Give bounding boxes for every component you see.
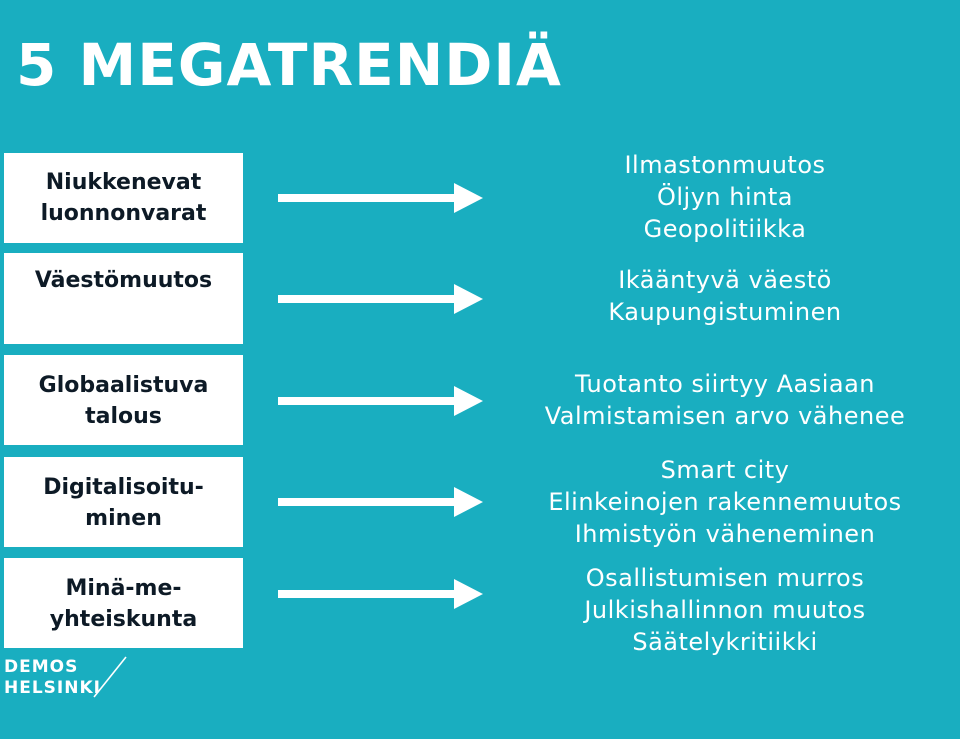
effect-item: Säätelykritiikki [632,628,818,656]
effect-item: Julkishallinnon muutos [584,596,866,624]
effects-list-population [510,264,940,328]
logo-slash-icon [90,655,130,699]
effect-item: Geopolitiikka [643,215,807,243]
trend-label: Minä-me- yhteiskunta [49,576,198,632]
right-arrow-icon [278,183,483,213]
trend-label: Niukkenevat luonnonvarat [40,170,207,226]
right-arrow-icon [278,386,483,416]
effect-item: Osallistumisen murros [585,564,865,592]
effect-item: Ikääntyvä väestö [618,266,832,294]
logo-text: HELSINKI [4,678,101,698]
trend-box-digitalisation [4,457,243,547]
trend-label: Digitalisoitu- minen [43,475,204,531]
trend-box-society [4,558,243,648]
effects-list-resources [510,149,940,245]
right-arrow-icon [278,284,483,314]
trend-box-resources [4,153,243,243]
effect-item: Elinkeinojen rakennemuutos [548,488,902,516]
trend-label: Väestömuutos [34,268,213,293]
page-title: 5 MEGATRENDIÄ [16,31,562,99]
effects-list-economy [510,368,940,432]
effect-item: Öljyn hinta [657,183,793,211]
effect-item: Smart city [660,456,790,484]
right-arrow-icon [278,487,483,517]
effects-list-society [510,562,940,658]
effect-item: Tuotanto siirtyy Aasiaan [574,370,876,398]
effect-item: Kaupungistuminen [608,298,842,326]
trend-label: Globaalistuva talous [38,373,209,429]
right-arrow-icon [278,579,483,609]
trend-box-population [4,253,243,344]
demos-helsinki-logo [4,655,134,700]
effect-item: Ihmistyön väheneminen [574,520,876,548]
effects-list-digitalisation [510,454,940,550]
effect-item: Ilmastonmuutos [624,151,826,179]
trend-box-economy [4,355,243,445]
logo-text: DEMOS [4,657,79,677]
effect-item: Valmistamisen arvo vähenee [544,402,906,430]
